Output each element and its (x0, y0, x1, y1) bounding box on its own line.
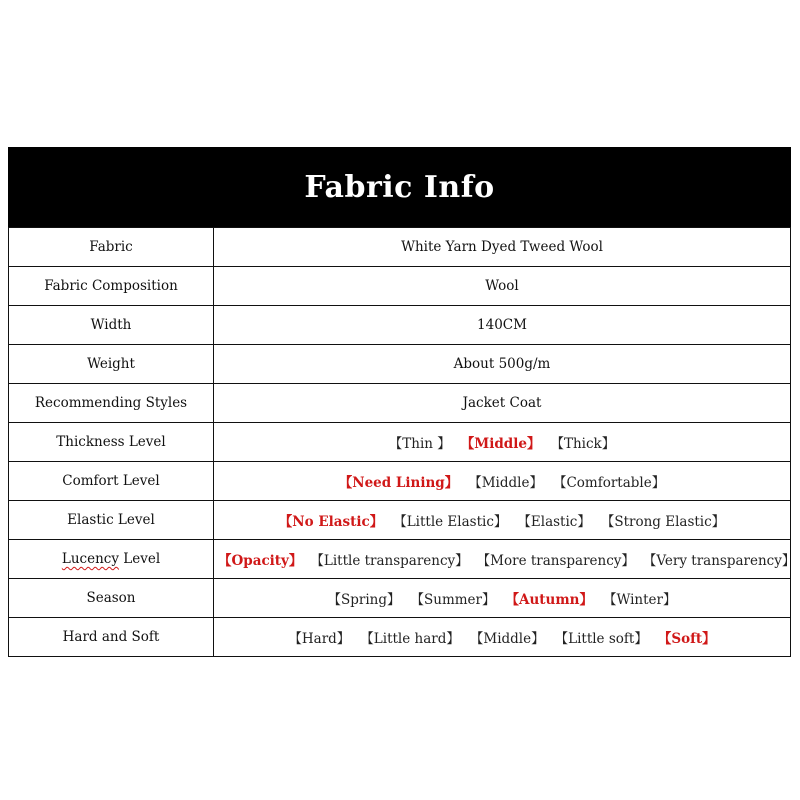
row-label: Thickness Level (9, 423, 214, 462)
row-label: Width (9, 306, 214, 345)
table-row (9, 345, 791, 384)
table-row (9, 540, 791, 579)
table-row (9, 384, 791, 423)
row-label: Hard and Soft (9, 618, 214, 657)
row-value: White Yarn Dyed Tweed Wool (214, 228, 791, 267)
row-value: 140CM (214, 306, 791, 345)
row-value: Jacket Coat (214, 384, 791, 423)
row-label-level: Level (118, 551, 161, 567)
option-middle-selected: 【Middle】 (460, 436, 541, 452)
option-little-hard: 【Little hard】 (360, 631, 460, 647)
option-soft-selected: 【Soft】 (657, 631, 716, 647)
row-label-lucency: Lucency (61, 551, 119, 567)
table-row (9, 579, 791, 618)
table-row (9, 306, 791, 345)
option-middle: 【Middle】 (469, 631, 545, 647)
option-strong-elastic: 【Strong Elastic】 (600, 514, 726, 530)
option-very-transparency: 【Very transparency】 (642, 553, 796, 569)
row-label: Fabric (9, 228, 214, 267)
page-title: Fabric Info (304, 169, 495, 205)
fabric-info-card (8, 147, 796, 657)
row-options (214, 579, 791, 618)
row-options (214, 462, 791, 501)
fabric-info-table (8, 227, 796, 657)
table-row (9, 267, 791, 306)
row-label: Comfort Level (9, 462, 214, 501)
option-little-transparency: 【Little transparency】 (310, 553, 469, 569)
row-label: Season (9, 579, 214, 618)
row-options (214, 540, 796, 579)
option-winter: 【Winter】 (602, 592, 677, 608)
row-options (214, 423, 791, 462)
row-options (214, 618, 791, 657)
table-row (9, 618, 791, 657)
row-label (9, 540, 214, 579)
option-hard: 【Hard】 (288, 631, 351, 647)
option-no-elastic-selected: 【No Elastic】 (278, 514, 384, 530)
option-need-lining-selected: 【Need Lining】 (338, 475, 459, 491)
row-label: Weight (9, 345, 214, 384)
table-row (9, 228, 791, 267)
option-summer: 【Summer】 (410, 592, 496, 608)
header-banner (8, 147, 791, 227)
option-thin: 【Thin 】 (388, 436, 451, 452)
option-autumn-selected: 【Autumn】 (505, 592, 593, 608)
option-middle: 【Middle】 (468, 475, 543, 491)
table-row (9, 423, 791, 462)
row-label: Fabric Composition (9, 267, 214, 306)
row-label: Elastic Level (9, 501, 214, 540)
option-more-transparency: 【More transparency】 (476, 553, 635, 569)
option-elastic: 【Elastic】 (517, 514, 591, 530)
option-little-elastic: 【Little Elastic】 (393, 514, 508, 530)
row-value: Wool (214, 267, 791, 306)
row-label: Recommending Styles (9, 384, 214, 423)
option-opacity-selected: 【Opacity】 (218, 553, 303, 569)
option-comfortable: 【Comfortable】 (552, 475, 666, 491)
option-spring: 【Spring】 (327, 592, 401, 608)
table-row (9, 501, 791, 540)
option-thick: 【Thick】 (550, 436, 616, 452)
option-little-soft: 【Little soft】 (554, 631, 648, 647)
row-value: About 500g/m (214, 345, 791, 384)
table-row (9, 462, 791, 501)
row-options (214, 501, 791, 540)
